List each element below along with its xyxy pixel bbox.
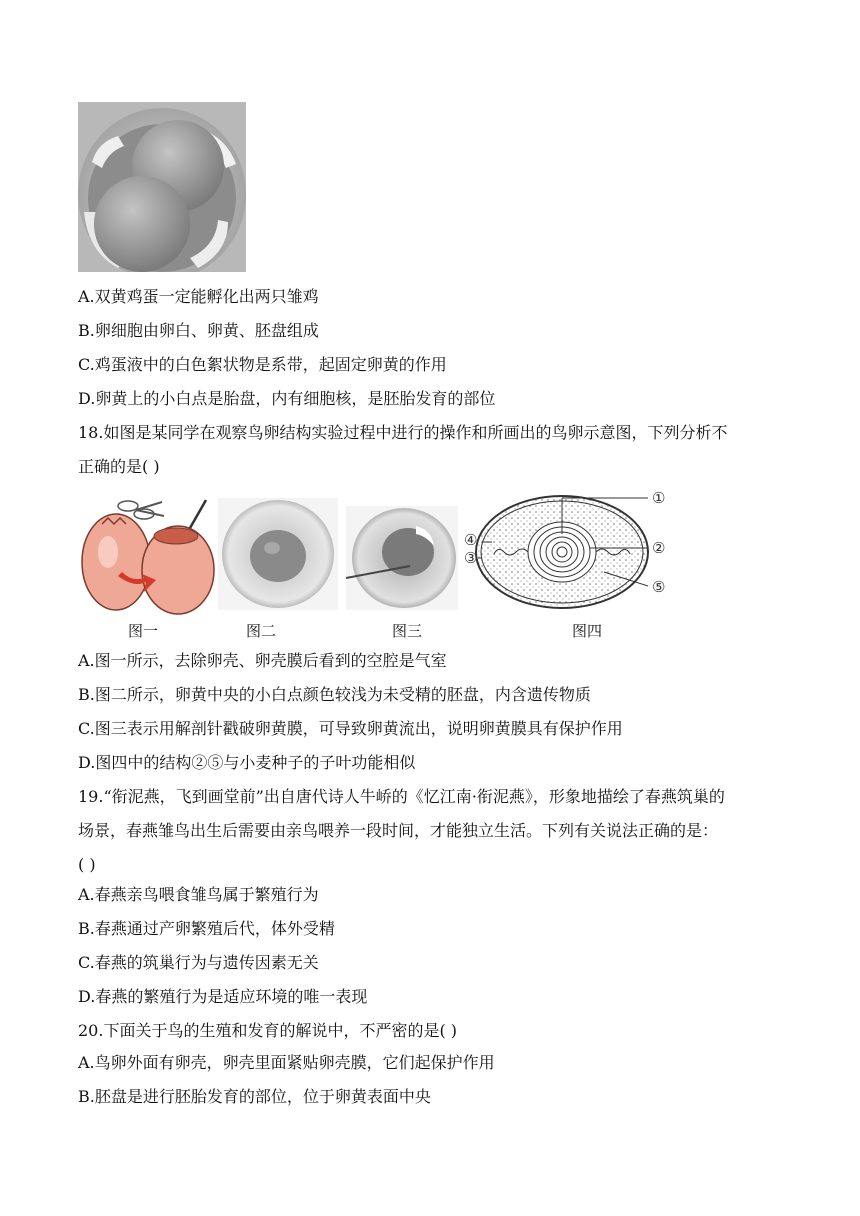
q19-option-a: A.春燕亲鸟喂食雏鸟属于繁殖行为 — [78, 885, 319, 904]
label-4: ④ — [464, 531, 478, 549]
q19-option-d: D.春燕的繁殖行为是适应环境的唯一表现 — [78, 987, 368, 1006]
label-1: ① — [652, 489, 666, 507]
q19-option-b: B.春燕通过产卵繁殖后代，体外受精 — [78, 919, 335, 938]
q20-option-a: A.鸟卵外面有卵壳，卵壳里面紧贴卵壳膜，它们起保护作用 — [78, 1053, 495, 1072]
q19-stem-line-2: 场景，春燕雏鸟出生后需要由亲鸟喂养一段时间，才能独立生活。下列有关说法正确的是： — [78, 821, 719, 840]
caption-figure-3: 图三 — [392, 622, 423, 640]
figure-4-egg-structure-diagram — [462, 486, 680, 612]
q18-option-a: A.图一所示，去除卵壳、卵壳膜后看到的空腔是气室 — [78, 651, 447, 670]
label-5: ⑤ — [652, 578, 666, 596]
q18-stem-line-1: 18.如图是某同学在观察鸟卵结构实验过程中进行的操作和所画出的鸟卵示意图，下列分析不 — [78, 423, 728, 442]
double-yolk-egg-photo — [78, 102, 246, 272]
q19-option-c: C.春燕的筑巢行为与遗传因素无关 — [78, 953, 319, 972]
q17-option-c: C.鸡蛋液中的白色絮状物是系带，起固定卵黄的作用 — [78, 355, 447, 374]
caption-figure-4: 图四 — [572, 622, 603, 640]
q20-option-b: B.胚盘是进行胚胎发育的部位，位于卵黄表面中央 — [78, 1087, 431, 1106]
q17-option-a: A.双黄鸡蛋一定能孵化出两只雏鸡 — [78, 287, 319, 306]
figure-3-needle-piercing-yolk — [346, 506, 458, 610]
label-2: ② — [652, 539, 666, 557]
q19-stem-line-3: ( ) — [78, 855, 96, 874]
label-3: ③ — [464, 549, 478, 567]
q20-stem: 20.下面关于鸟的生殖和发育的解说中，不严密的是( ) — [78, 1021, 458, 1040]
q17-option-d: D.卵黄上的小白点是胎盘，内有细胞核，是胚胎发育的部位 — [78, 389, 496, 408]
q18-option-c: C.图三表示用解剖针戳破卵黄膜，可导致卵黄流出，说明卵黄膜具有保护作用 — [78, 719, 623, 738]
q18-stem-line-2: 正确的是( ) — [78, 457, 160, 476]
q17-option-b: B.卵细胞由卵白、卵黄、胚盘组成 — [78, 321, 319, 340]
q19-stem-line-1: 19.“衔泥燕，飞到画堂前”出自唐代诗人牛峤的《忆江南·衔泥燕》，形象地描绘了春燕筑巢的 — [78, 787, 725, 806]
caption-figure-2: 图二 — [246, 622, 277, 640]
q18-option-b: B.图二所示，卵黄中央的小白点颜色较浅为未受精的胚盘，内含遗传物质 — [78, 685, 591, 704]
figure-1-egg-dissection — [78, 492, 220, 618]
caption-figure-1: 图一 — [128, 622, 159, 640]
figure-2-yolk-in-dish — [218, 498, 338, 610]
q18-option-d: D.图四中的结构②⑤与小麦种子的子叶功能相似 — [78, 753, 416, 772]
